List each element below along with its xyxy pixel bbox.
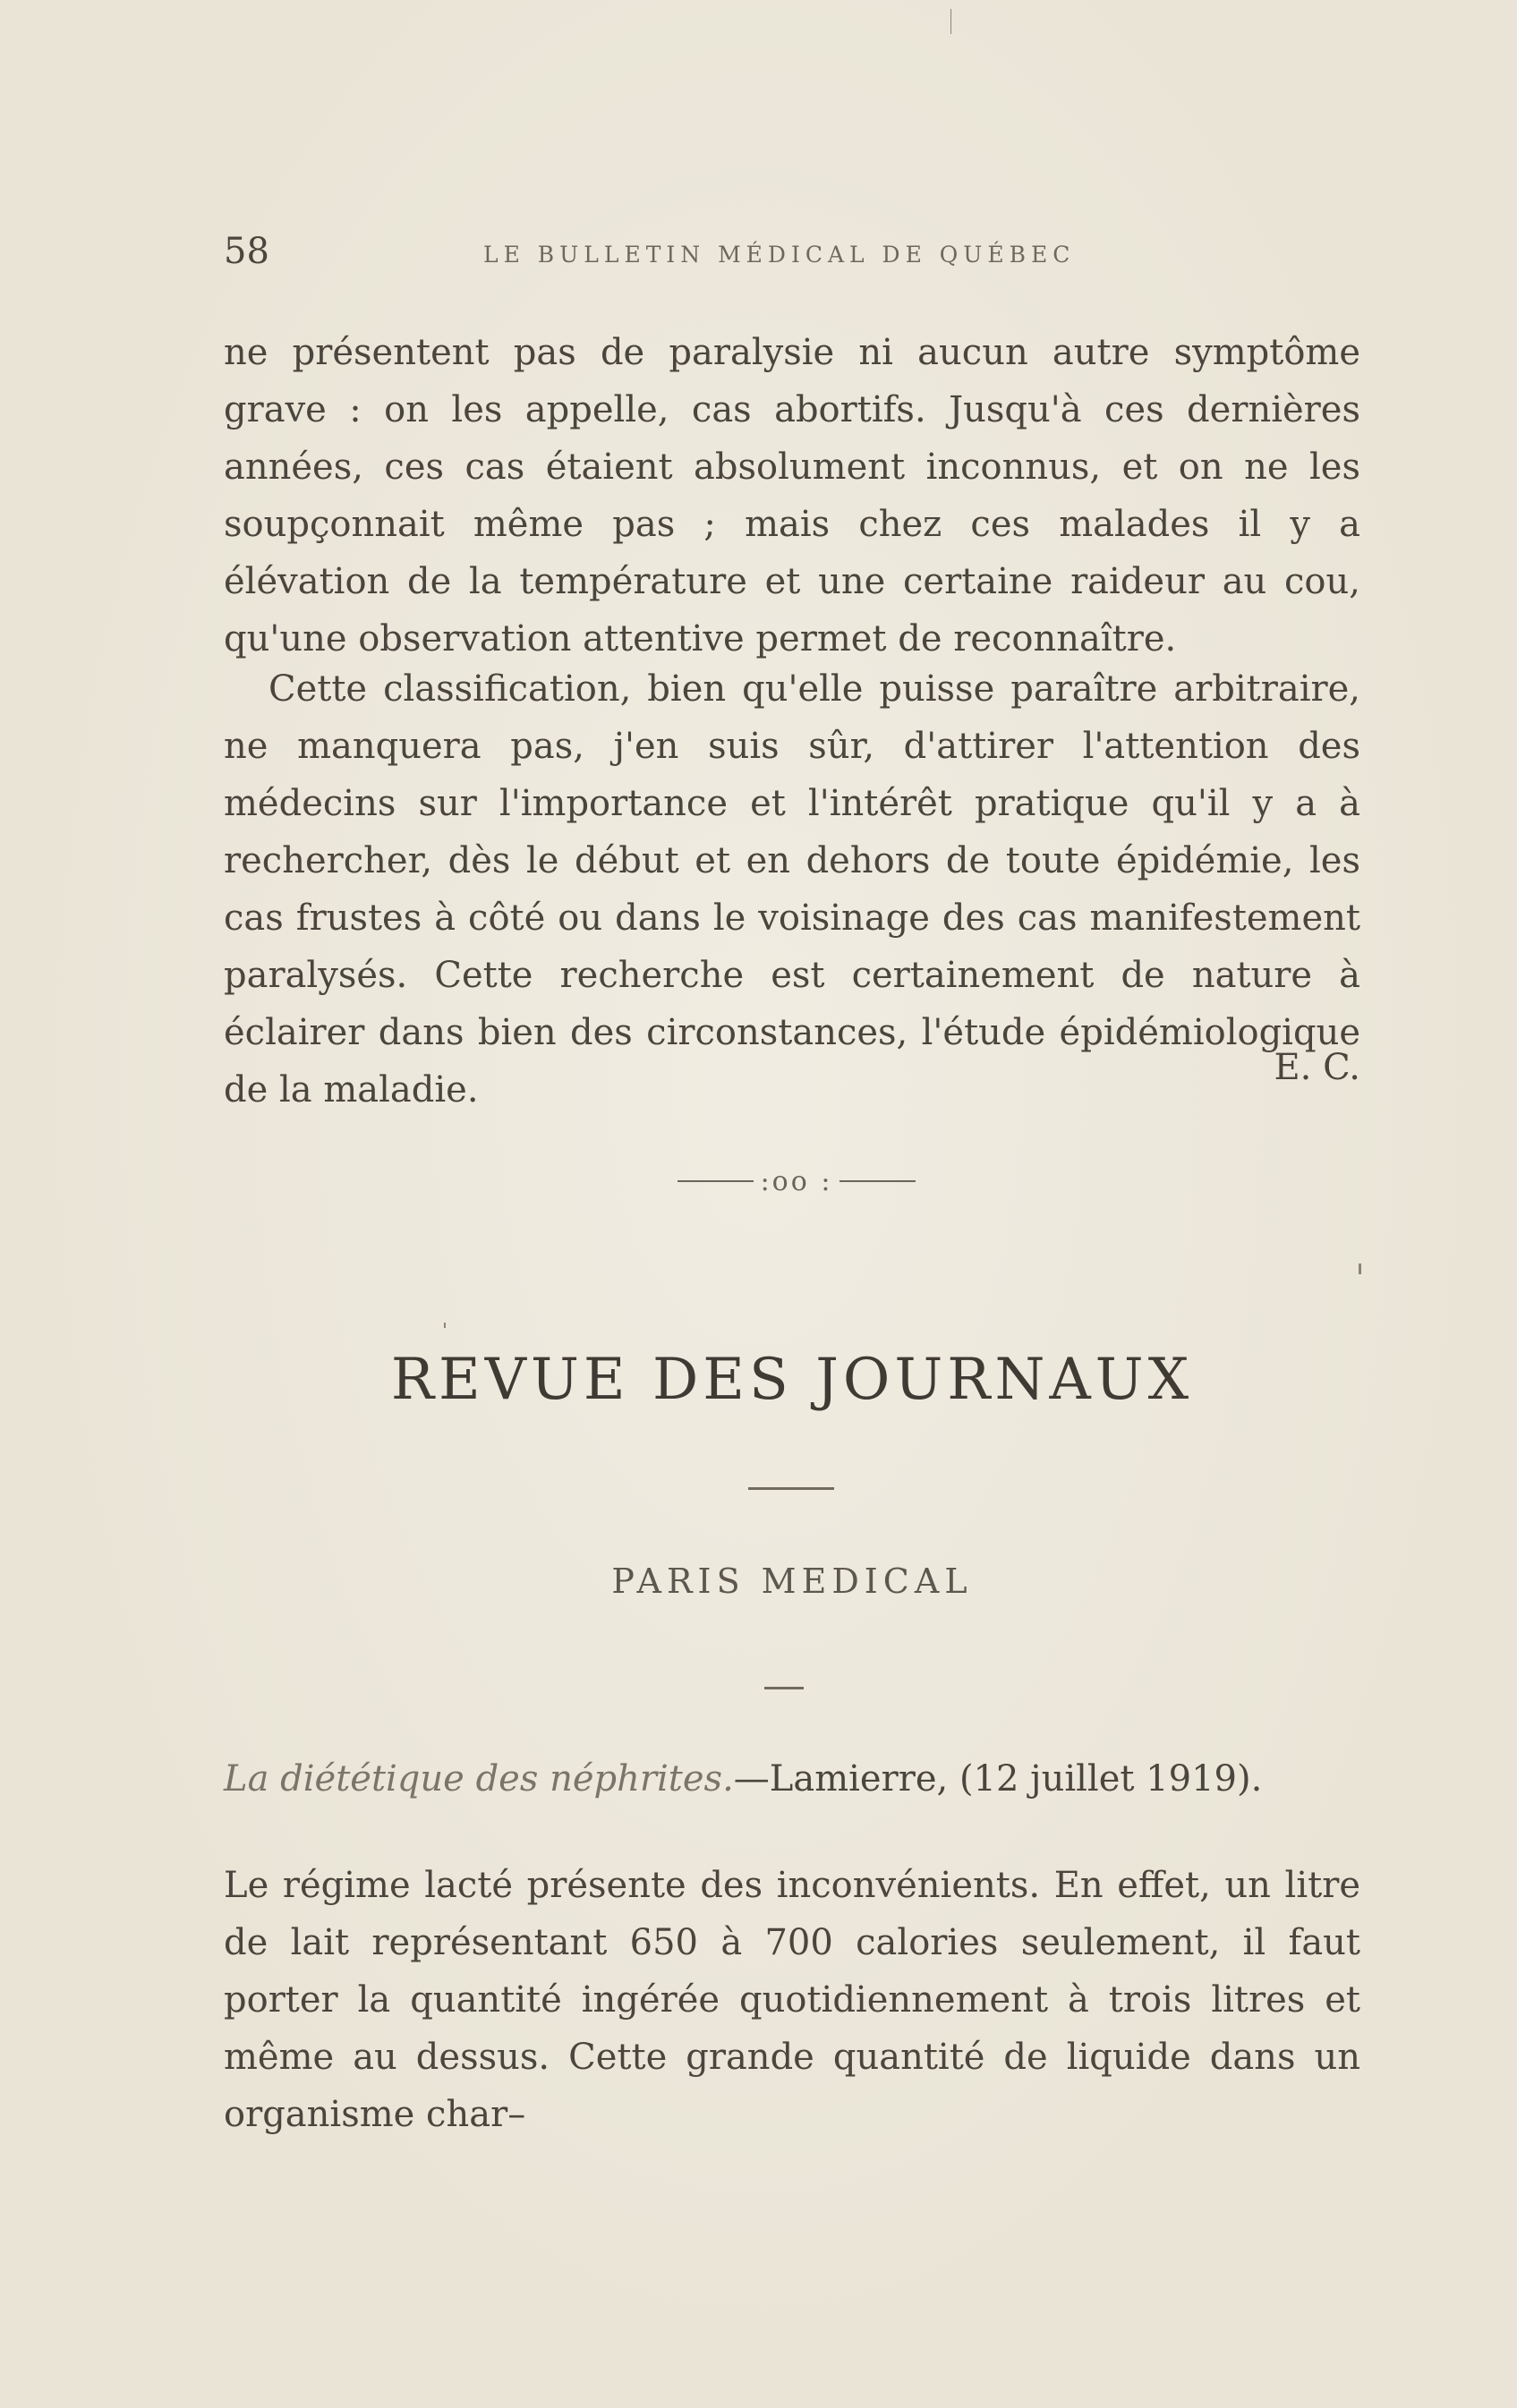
article-paragraph: Le régime lacté présente des inconvénients. En effet, un litre de lait représentant 650 à 700 calories seulement, il faut porter la quantité ingérée quotidiennement à trois litres et même au dessus. Cette grande quantité de liquide dans un organisme char– [224, 1865, 1360, 2135]
article-title: La diététique des néphrites. [224, 1758, 734, 1800]
separator-mark: :oo : [760, 1165, 833, 1197]
scan-speck [1359, 1264, 1361, 1274]
running-title: LE BULLETIN MÉDICAL DE QUÉBEC [483, 242, 1076, 268]
body-paragraph-2: Cette classification, bien qu'elle puisse paraître arbitraire, ne manquera pas, j'en suis sûr, d'attirer l'attention des médecins sur l'importance et l'intérêt pratique qu'il y a à rechercher, dès le début et en dehors de toute épidémie, les cas frustes à côté ou dans le voisinage des cas manifestement paralysés. Cette recherche est certainement de nature à éclairer dans bien des circonstances, l'étude épidémiologique de la maladie. [224, 668, 1360, 1110]
article-attribution: —Lamierre, (12 juillet 1919). [733, 1758, 1263, 1800]
section-separator [676, 1163, 917, 1199]
article-heading [224, 1758, 1360, 1800]
scan-speck [444, 1323, 446, 1328]
subsection-title: PARIS MEDICAL [611, 1561, 973, 1601]
page-number: 58 [224, 231, 269, 272]
page-header [224, 231, 1360, 276]
separator-rule-left [678, 1180, 754, 1182]
separator-rule-right [839, 1180, 916, 1182]
body-paragraph-1: ne présentent pas de paralysie ni aucun autre symptôme grave : on les appelle, cas abortifs. Jusqu'à ces dernières années, ces cas étaient absolument inconnus, et on ne les soupçonnait même pas ; mais chez ces malades il y a élévation de la température et une certaine raideur au cou, qu'une observation attentive permet de reconnaître. [224, 332, 1360, 659]
section-title: REVUE DES JOURNAUX [390, 1347, 1194, 1413]
title-divider [748, 1487, 834, 1490]
subsection-divider [764, 1687, 804, 1689]
scan-speck [950, 9, 951, 34]
author-signature: E. C. [1274, 1047, 1360, 1088]
